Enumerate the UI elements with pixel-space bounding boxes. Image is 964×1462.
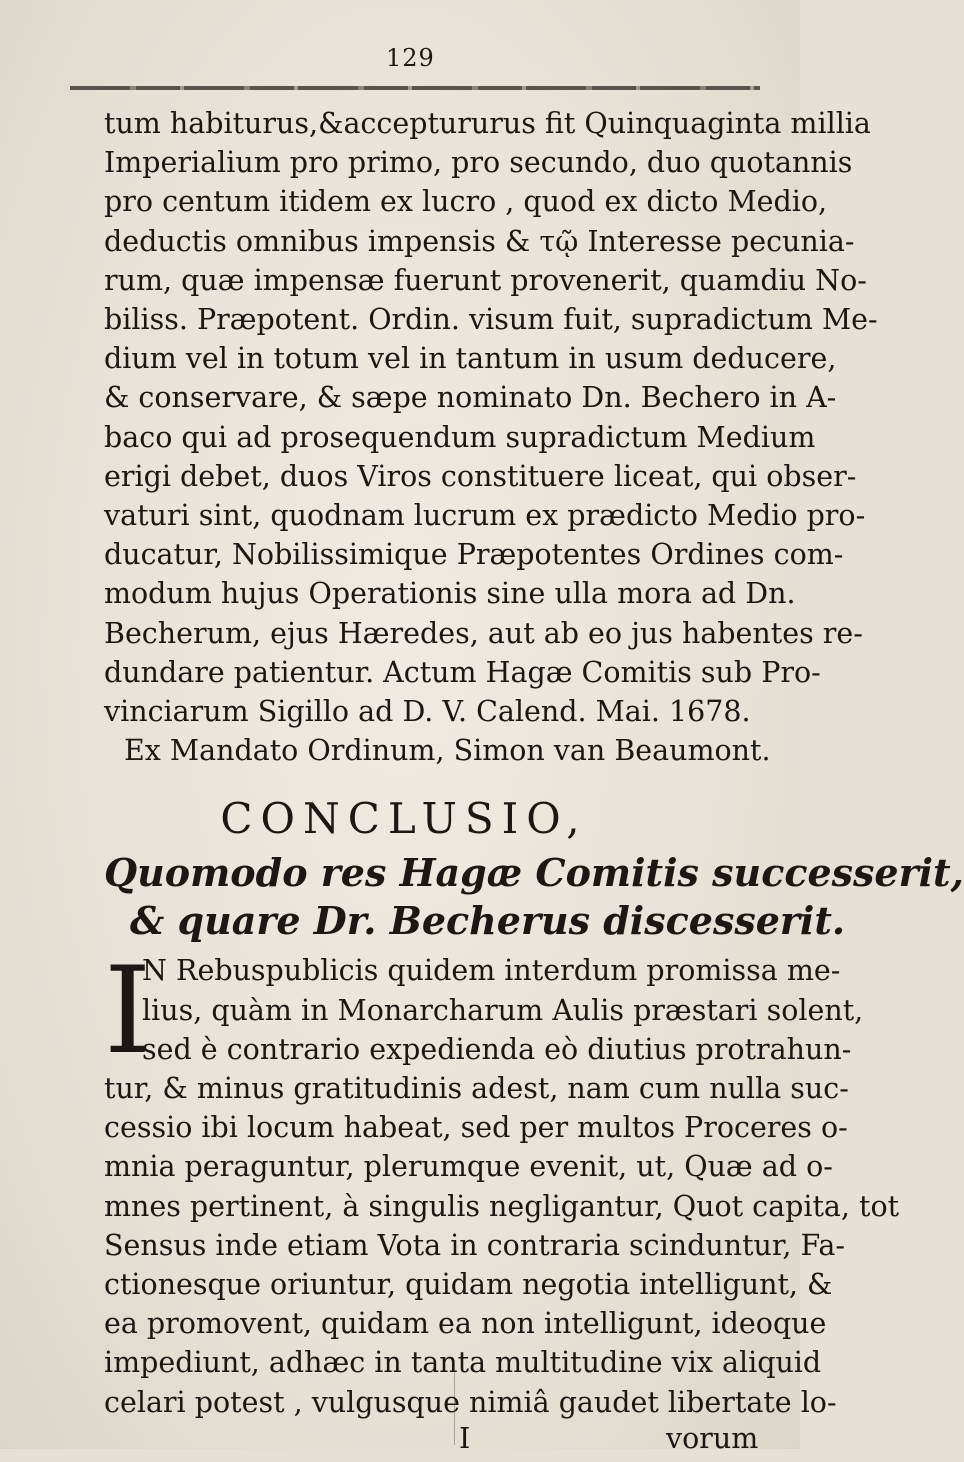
text-line: cessio ibi locum habeat, sed per multos Proceres o-	[104, 1111, 848, 1145]
text-line: baco qui ad prosequendum supradictum Medium	[104, 420, 816, 454]
mandate-line: Ex Mandato Ordinum, Simon van Beaumont.	[124, 734, 771, 768]
paragraph-2	[104, 942, 900, 1421]
drop-cap: I	[104, 942, 152, 1082]
catchword: vorum	[666, 1421, 759, 1455]
text-line: ducatur, Nobilissimique Præpotentes Ordines com-	[104, 538, 844, 572]
text-line: impediunt, adhæc in tanta multitudine vix aliquid	[104, 1346, 822, 1380]
text-line: rum, quæ impensæ fuerunt provenerit, quamdiu No-	[104, 263, 867, 297]
text-line: modum hujus Operationis sine ulla mora ad Dn.	[104, 577, 796, 611]
text-line: & conservare, & sæpe nominato Dn. Bechero in A-	[104, 381, 837, 415]
text-line: ctionesque oriuntur, quidam negotia intelligunt, &	[104, 1268, 833, 1302]
text-block	[104, 104, 964, 1462]
scan-shadow-line	[454, 1360, 455, 1445]
drop-cap-lines	[104, 942, 864, 1082]
text-line: vaturi sint, quodnam lucrum ex prædicto Medio pro-	[104, 499, 866, 533]
text-line: Becherum, ejus Hæredes, aut ab eo jus habentes re-	[104, 616, 863, 650]
text-line: tur, & minus gratitudinis adest, nam cum nulla suc-	[104, 1072, 849, 1106]
text-line: mnia peraguntur, plerumque evenit, ut, Quæ ad o-	[104, 1150, 833, 1184]
text-line: N Rebuspublicis quidem interdum promissa me-	[142, 954, 841, 988]
signature-mark: I	[459, 1421, 471, 1455]
text-line: sed è contrario expedienda eò diutius protrahun-	[142, 1032, 852, 1066]
text-line: lius, quàm in Monarcharum Aulis præstari solent,	[142, 993, 864, 1027]
text-line: celari potest , vulgusque nimiâ gaudet libertate lo-	[104, 1385, 837, 1419]
text-line: pro centum itidem ex lucro , quod ex dicto Medio,	[104, 185, 828, 219]
text-line: deductis omnibus impensis & τῷ Interesse pecunia-	[104, 224, 855, 258]
paragraph-1	[104, 104, 878, 770]
text-line: vinciarum Sigillo ad D. V. Calend. Mai. 1678.	[104, 695, 751, 729]
page-footer	[104, 1422, 772, 1462]
header-rule	[70, 86, 760, 90]
section-subtitle: & quare Dr. Becherus discesserit.	[130, 898, 846, 944]
section-title: CONCLUSIO,	[220, 794, 588, 844]
text-line: ea promovent, quidam ea non intelligunt, ideoque	[104, 1307, 827, 1341]
text-line: dundare patientur. Actum Hagæ Comitis sub Pro-	[104, 655, 821, 689]
text-line: erigi debet, duos Viros constituere liceat, qui obser-	[104, 459, 857, 493]
text-line: biliss. Præpotent. Ordin. visum fuit, supradictum Me-	[104, 303, 878, 337]
text-line: mnes pertinent, à singulis negligantur, Quot capita, tot	[104, 1189, 900, 1223]
text-line: tum habiturus,&acceptururus fit Quinquaginta millia	[104, 107, 871, 140]
text-line: Imperialium pro primo, pro secundo, duo quotannis	[104, 146, 853, 180]
section-subtitle: Quomodo res Hagæ Comitis successerit,	[104, 850, 964, 896]
text-line: dium vel in totum vel in tantum in usum deducere,	[104, 342, 837, 376]
page-number: 129	[386, 44, 435, 72]
text-line: Sensus inde etiam Vota in contraria scinduntur, Fa-	[104, 1228, 845, 1262]
